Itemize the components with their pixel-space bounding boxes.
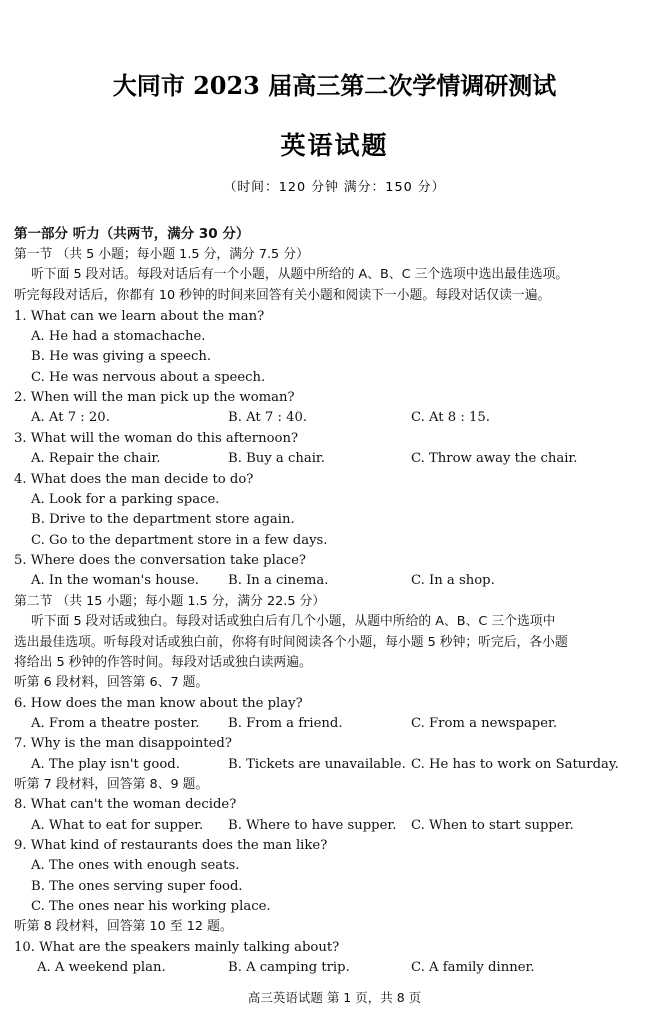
question-7: 7. Why is the man disappointed?: [14, 736, 232, 751]
question-1-option-a: A. He had a stomachache.: [31, 329, 206, 344]
question-10-option-a: A. A weekend plan.: [37, 960, 166, 975]
question-1-option-b: B. He was giving a speech.: [31, 349, 212, 364]
question-4: 4. What does the man decide to do?: [14, 472, 254, 487]
section1-instructions-1: 听下面 5 段对话。每段对话后有一个小题，从题中所给的 A、B、C 三个选项中选出最佳选项。: [31, 267, 569, 282]
question-9-option-c: C. The ones near his working place.: [31, 899, 271, 914]
question-3-option-b: B. Buy a chair.: [228, 451, 325, 466]
section2-instructions-2: 选出最佳选项。听每段对话或独白前，你将有时间阅读各个小题，每小题 5 秒钟；听完后，各小题: [14, 635, 568, 650]
question-2-option-b: B. At 7 : 40.: [228, 410, 308, 425]
question-2: 2. When will the man pick up the woman?: [14, 390, 295, 405]
question-3: 3. What will the woman do this afternoon?: [14, 431, 299, 446]
question-9: 9. What kind of restaurants does the man like?: [14, 838, 328, 853]
question-9-option-b: B. The ones serving super food.: [31, 879, 243, 894]
material-7-note: 听第 7 段材料，回答第 8、9 题。: [14, 777, 209, 792]
question-1-option-c: C. He was nervous about a speech.: [31, 370, 266, 385]
section2-instructions-1: 听下面 5 段对话或独白。每段对话或独白后有几个小题，从题中所给的 A、B、C 三个选项中: [31, 614, 556, 629]
exam-title: 大同市 2023 届高三第二次学情调研测试: [112, 71, 557, 100]
material-6-note: 听第 6 段材料，回答第 6、7 题。: [14, 675, 209, 690]
question-5: 5. Where does the conversation take place?: [14, 553, 306, 568]
question-10-option-c: C. A family dinner.: [411, 960, 535, 975]
question-4-option-c: C. Go to the department store in a few days.: [31, 533, 328, 548]
question-5-option-c: C. In a shop.: [411, 573, 495, 588]
question-6-option-c: C. From a newspaper.: [411, 716, 558, 731]
section1-heading: 第一节 （共 5 小题；每小题 1.5 分，满分 7.5 分）: [14, 247, 309, 262]
section2-heading: 第二节 （共 15 小题；每小题 1.5 分，满分 22.5 分）: [14, 594, 326, 609]
question-10: 10. What are the speakers mainly talking about?: [14, 940, 340, 955]
question-8: 8. What can't the woman decide?: [14, 797, 237, 812]
question-10-option-b: B. A camping trip.: [228, 960, 350, 975]
section2-instructions-3: 将给出 5 秒钟的作答时间。每段对话或独白读两遍。: [14, 655, 312, 670]
question-4-option-b: B. Drive to the department store again.: [31, 512, 295, 527]
question-7-option-b: B. Tickets are unavailable.: [228, 757, 406, 772]
question-2-option-a: A. At 7 : 20.: [31, 410, 110, 425]
material-8-note: 听第 8 段材料，回答第 10 至 12 题。: [14, 919, 233, 934]
part1-heading: 第一部分 听力（共两节，满分 30 分）: [14, 226, 250, 242]
question-8-option-b: B. Where to have supper.: [228, 818, 397, 833]
question-3-option-c: C. Throw away the chair.: [411, 451, 578, 466]
question-8-option-c: C. When to start supper.: [411, 818, 574, 833]
question-5-option-a: A. In the woman's house.: [31, 573, 199, 588]
question-7-option-c: C. He has to work on Saturday.: [411, 757, 619, 772]
question-6-option-a: A. From a theatre poster.: [31, 716, 200, 731]
subject-title: 英语试题: [280, 131, 389, 160]
question-8-option-a: A. What to eat for supper.: [31, 818, 204, 833]
question-3-option-a: A. Repair the chair.: [31, 451, 161, 466]
section1-instructions-2: 听完每段对话后，你都有 10 秒钟的时间来回答有关小题和阅读下一小题。每段对话仅读一遍。: [14, 288, 551, 303]
question-7-option-a: A. The play isn't good.: [31, 757, 180, 772]
question-5-option-b: B. In a cinema.: [228, 573, 329, 588]
question-4-option-a: A. Look for a parking space.: [31, 492, 220, 507]
question-6-option-b: B. From a friend.: [228, 716, 343, 731]
question-6: 6. How does the man know about the play?: [14, 696, 303, 711]
time-info: （时间：120 分钟 满分：150 分）: [223, 180, 446, 195]
question-1: 1. What can we learn about the man?: [14, 309, 265, 324]
question-9-option-a: A. The ones with enough seats.: [31, 858, 240, 873]
question-2-option-c: C. At 8 : 15.: [411, 410, 490, 425]
page-footer: 高三英语试题 第 1 页，共 8 页: [247, 990, 422, 1005]
